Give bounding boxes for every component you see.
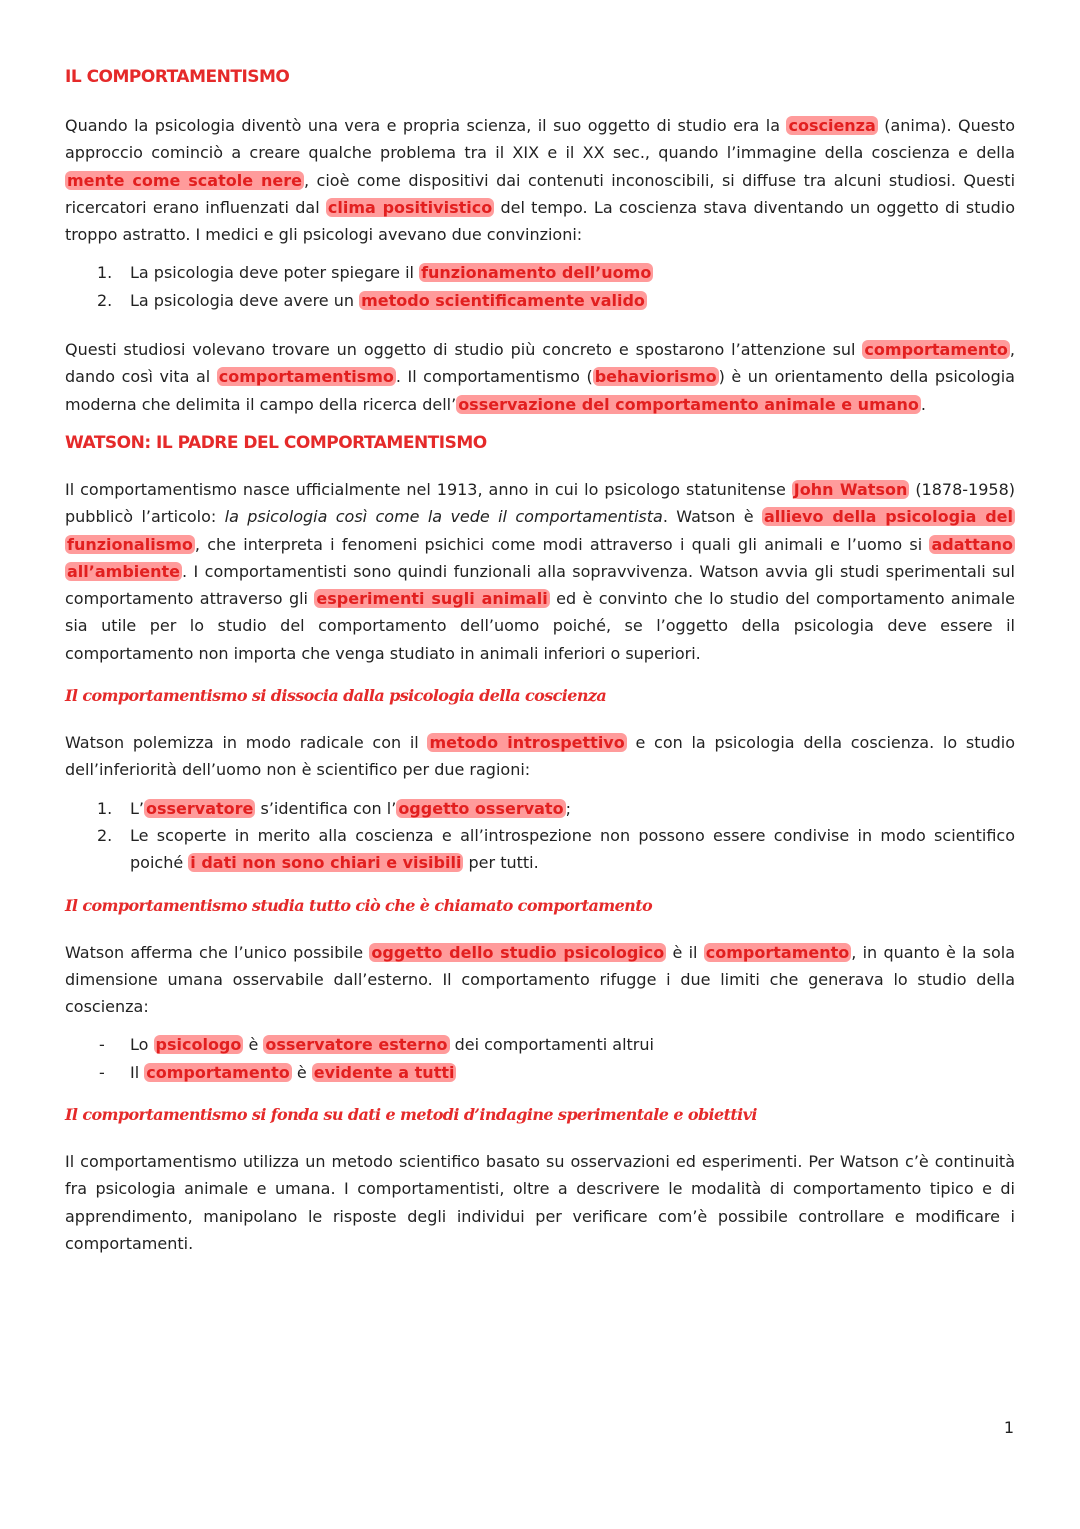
highlight: oggetto dello studio psicologico bbox=[371, 942, 665, 962]
highlight: comportamento bbox=[146, 1062, 290, 1082]
behaviorism-paragraph bbox=[65, 336, 1015, 418]
text: , dando così vita al bbox=[65, 340, 1015, 387]
text: . bbox=[920, 394, 927, 414]
text: (anima). Questo approccio cominciò a creare qualche problema tra il XIX e il XX sec., quando l’immagine della coscienza e della bbox=[65, 116, 1016, 163]
highlight: coscienza bbox=[788, 116, 876, 135]
text: e con la psicologia della coscienza. lo studio dell’inferiorità dell’uomo non è scientifico per due ragioni: bbox=[65, 733, 1015, 780]
text: (1878-1958) pubblicò l’articolo: bbox=[65, 479, 1016, 527]
text: è bbox=[291, 1062, 312, 1082]
behavior-paragraph bbox=[65, 939, 1015, 1021]
highlight: oggetto osservato bbox=[398, 798, 564, 818]
text: . Il comportamentismo ( bbox=[395, 367, 593, 387]
document-page bbox=[65, 62, 1015, 1257]
subheading-methods: Il comportamentismo si fonda su dati e metodi d’indagine sperimentale e obiettivi bbox=[65, 1105, 757, 1125]
highlight: metodo introspettivo bbox=[429, 733, 625, 753]
text: ed è convinto che lo studio del comportamento animale sia utile per lo studio del comportamento dell’uomo poiché, se l’oggetto della psicologia deve essere il comportamento non importa che venga studiato in animali inferiori o superiori. bbox=[65, 589, 1016, 663]
watson-paragraph bbox=[65, 476, 1015, 667]
list-item bbox=[65, 1031, 1015, 1058]
text: . I comportamentisti sono quindi funzionali alla sopravvivenza. Watson avvia gli studi sperimentali sul comportamento attraverso gli bbox=[65, 561, 1015, 609]
text: per tutti. bbox=[463, 853, 539, 873]
highlight: comportamentismo bbox=[218, 367, 394, 387]
text: s’identifica con l’ bbox=[255, 798, 397, 818]
highlight: evidente a tutti bbox=[313, 1062, 455, 1082]
list-item bbox=[65, 822, 1015, 877]
text: Quando la psicologia diventò una vera e propria scienza, il suo oggetto di studio era la bbox=[65, 116, 787, 135]
highlight: behaviorismo bbox=[594, 367, 717, 387]
text: Questi studiosi volevano trovare un oggetto di studio più concreto e spostarono l’attenzione sul bbox=[65, 340, 863, 360]
text: . Watson è bbox=[662, 507, 762, 527]
highlight: osservatore bbox=[146, 798, 254, 818]
text: Watson afferma che l’unico possibile bbox=[65, 942, 370, 962]
intro-paragraph bbox=[65, 112, 1015, 248]
text: , che interpreta i fenomeni psichici come modi attraverso i quali gli animali e l’uomo si bbox=[194, 534, 930, 554]
highlight: mente come scatole nere bbox=[67, 170, 302, 190]
methods-paragraph: Il comportamentismo utilizza un metodo scientifico basato su osservazioni ed esperimenti. Per Watson c’è continuità fra psicologia animale e umana. I comportamentisti, oltre a descrivere le modalità di comportamento tipico e di apprendimento, manipolano le risposte degli individui per verificare com’è possibile controllare e modificare i comportamenti. bbox=[65, 1152, 1015, 1253]
text: dei comportamenti altrui bbox=[449, 1035, 654, 1055]
highlight: i dati non sono chiari e visibili bbox=[190, 853, 462, 873]
highlight: comportamento bbox=[705, 942, 850, 962]
highlight: psicologo bbox=[155, 1035, 242, 1055]
subheading-behavior: Il comportamentismo studia tutto ciò che è chiamato comportamento bbox=[65, 895, 653, 915]
highlight: metodo scientificamente valido bbox=[361, 290, 645, 310]
list-item bbox=[65, 795, 1015, 822]
list-number: 1. bbox=[97, 263, 113, 283]
reasons-list bbox=[65, 795, 1015, 877]
highlight: allievo della psicologia del funzionalismo bbox=[67, 507, 1013, 554]
text: Watson polemizza in modo radicale con il bbox=[65, 733, 428, 753]
subheading-dissociation: Il comportamentismo si dissocia dalla psicologia della coscienza bbox=[65, 686, 607, 706]
convictions-list bbox=[65, 259, 1015, 314]
text: è bbox=[243, 1035, 264, 1055]
document-title: IL COMPORTAMENTISMO bbox=[65, 67, 290, 87]
text: del tempo. La coscienza stava diventando un oggetto di studio troppo astratto. I medici e gli psicologi avevano due convinzioni: bbox=[65, 197, 1016, 245]
text: Il comportamentismo nasce ufficialmente nel 1913, anno in cui lo psicologo statunitense bbox=[65, 479, 792, 499]
text: , cioè come dispositivi dai contenuti inconoscibili, si diffuse tra alcuni studiosi. Questi ricercatori erano influenzati dal bbox=[65, 170, 1016, 217]
highlight: esperimenti sugli animali bbox=[316, 589, 548, 609]
article-title: la psicologia così come la vede il comportamentista bbox=[224, 507, 663, 527]
list-item bbox=[65, 259, 1015, 286]
list-number: 2. bbox=[97, 825, 113, 845]
list-item bbox=[65, 287, 1015, 314]
introspection-paragraph bbox=[65, 729, 1015, 784]
text: La psicologia deve poter spiegare il bbox=[130, 263, 420, 283]
highlight: osservatore esterno bbox=[265, 1035, 448, 1055]
highlight: John Watson bbox=[793, 479, 908, 499]
text: L’ bbox=[130, 798, 144, 818]
list-item bbox=[65, 1059, 1015, 1086]
highlight: comportamento bbox=[864, 340, 1008, 360]
highlight: funzionamento dell’uomo bbox=[421, 263, 652, 283]
text: Il bbox=[130, 1062, 145, 1082]
highlight: osservazione del comportamento animale e umano bbox=[458, 394, 919, 414]
list-dash: - bbox=[99, 1035, 105, 1055]
text: La psicologia deve avere un bbox=[130, 290, 360, 310]
limits-list bbox=[65, 1031, 1015, 1086]
text: ; bbox=[565, 798, 571, 818]
text: ) è un orientamento della psicologia moderna che delimita il campo della ricerca dell’ bbox=[65, 367, 1015, 414]
list-number: 1. bbox=[97, 798, 113, 818]
list-dash: - bbox=[99, 1062, 105, 1082]
text: è il bbox=[666, 942, 704, 962]
page-number: 1 bbox=[1003, 1418, 1014, 1437]
highlight: clima positivistico bbox=[327, 197, 493, 217]
highlight: adattano all’ambiente bbox=[67, 534, 1013, 581]
section-title-watson: WATSON: IL PADRE DEL COMPORTAMENTISMO bbox=[65, 432, 487, 453]
text: Le scoperte in merito alla coscienza e all’introspezione non possono essere condivise in modo scientifico poiché bbox=[130, 825, 1015, 873]
text: Lo bbox=[130, 1035, 154, 1055]
text: , in quanto è la sola dimensione umana osservabile dall’esterno. Il comportamento rifugge i due limiti che generava lo studio della coscienza: bbox=[65, 942, 1015, 1017]
list-number: 2. bbox=[97, 290, 113, 310]
